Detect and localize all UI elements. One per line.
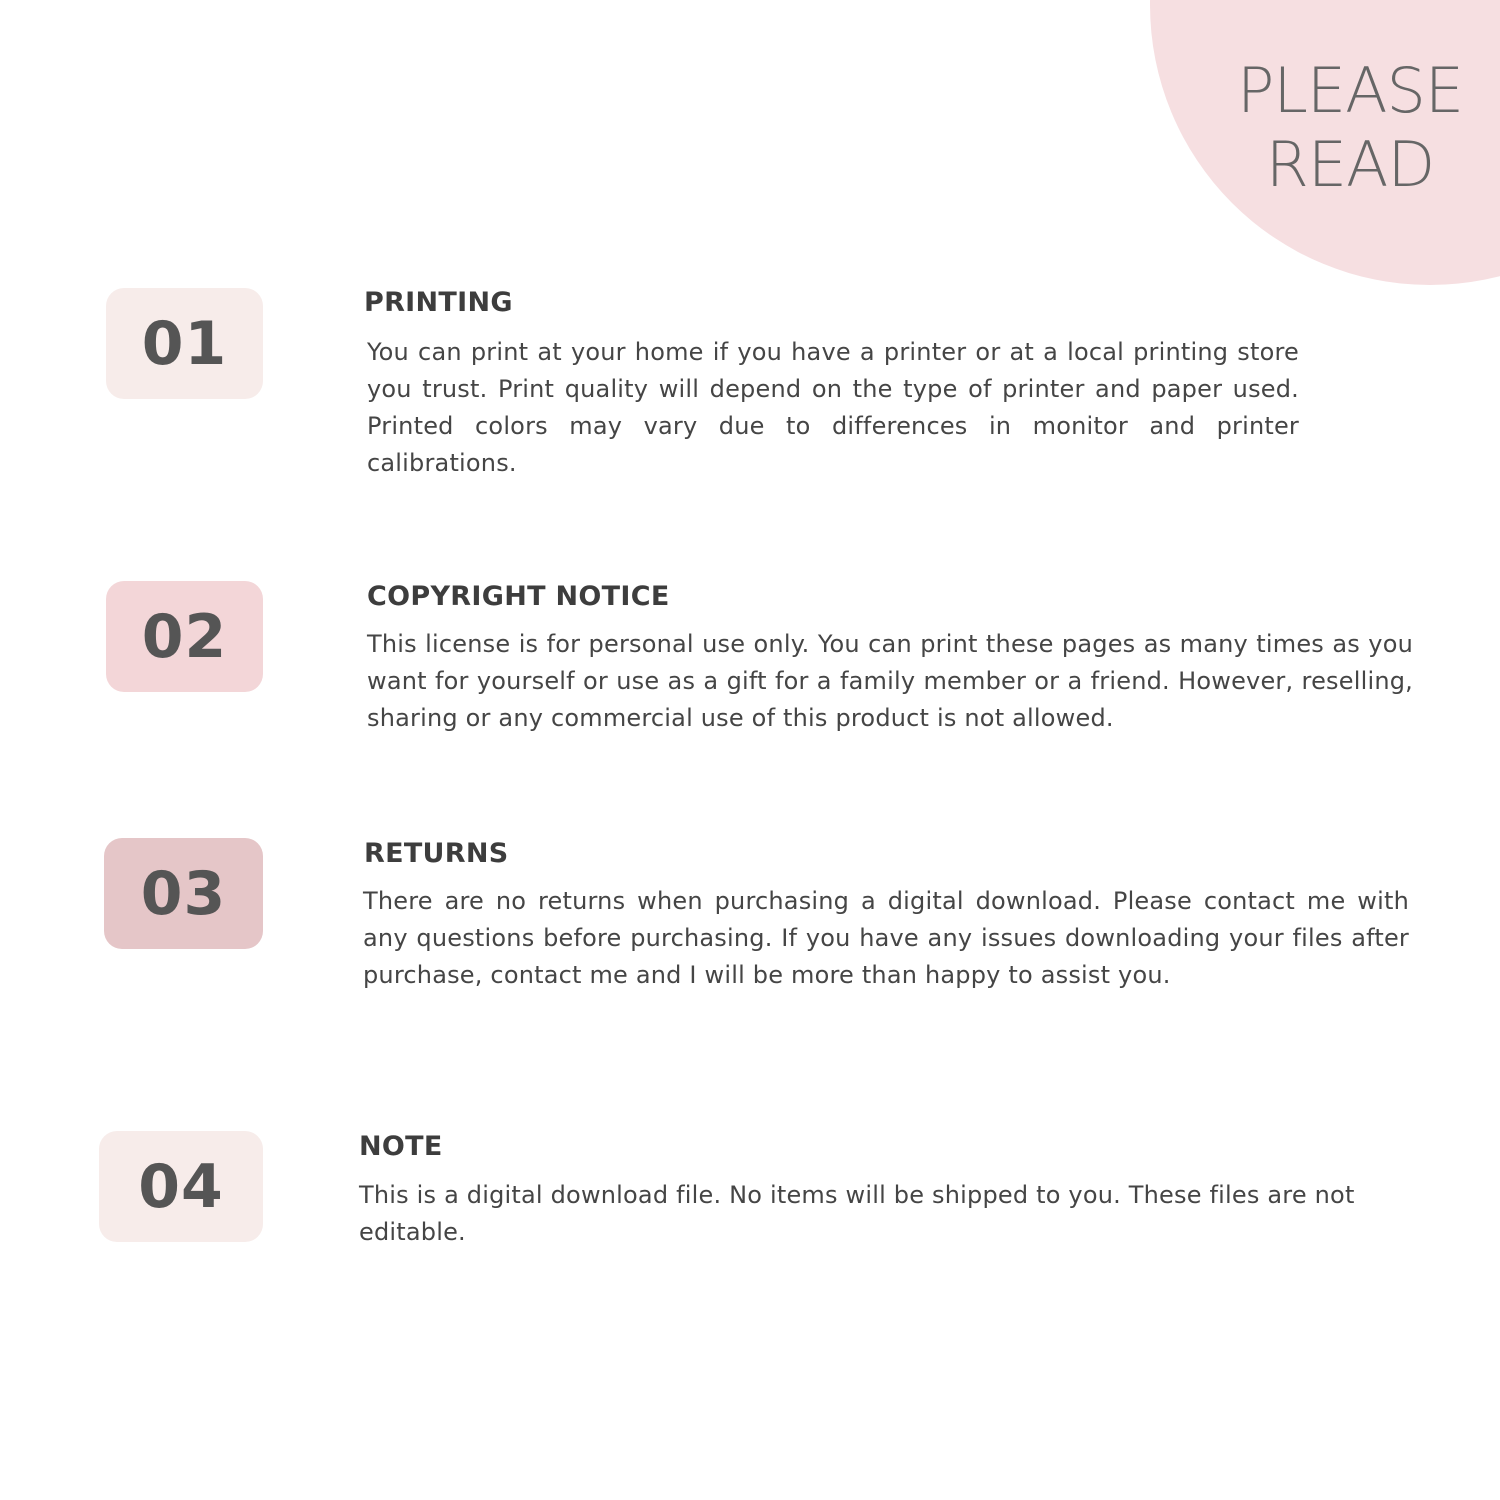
section-body-note: This is a digital download file. No items will be shipped to you. These files are not editable. xyxy=(359,1181,1355,1246)
page-title-line-2: READ xyxy=(1265,128,1435,201)
section-number-badge-01: 01 xyxy=(106,288,263,399)
section-body-printing: You can print at your home if you have a printer or at a local printing store you trust. Print quality will depend on the type of printer and paper used. Printed colors may vary due to differences in monitor and printer calibrations. xyxy=(367,338,1299,477)
section-body-copyright-notice: This license is for personal use only. You can print these pages as many times as you want for yourself or use as a gift for a family member or a friend. However, reselling, sharing or any commercial use of this product is not allowed. xyxy=(367,630,1413,732)
section-title-printing: PRINTING xyxy=(364,287,513,318)
section-number-badge-04: 04 xyxy=(99,1131,263,1242)
page-title-line-1: PLEASE xyxy=(1236,54,1464,127)
section-title-note: NOTE xyxy=(359,1131,443,1162)
section-number-badge-02: 02 xyxy=(106,581,263,692)
section-body-returns: There are no returns when purchasing a digital download. Please contact me with any questions before purchasing. If you have any issues downloading your files after purchase, contact me and I will be more than happy to assist you. xyxy=(363,887,1409,989)
section-number-badge-03: 03 xyxy=(104,838,263,949)
page-title xyxy=(1210,54,1490,202)
section-title-copyright-notice: COPYRIGHT NOTICE xyxy=(367,581,670,612)
section-title-returns: RETURNS xyxy=(364,838,509,869)
